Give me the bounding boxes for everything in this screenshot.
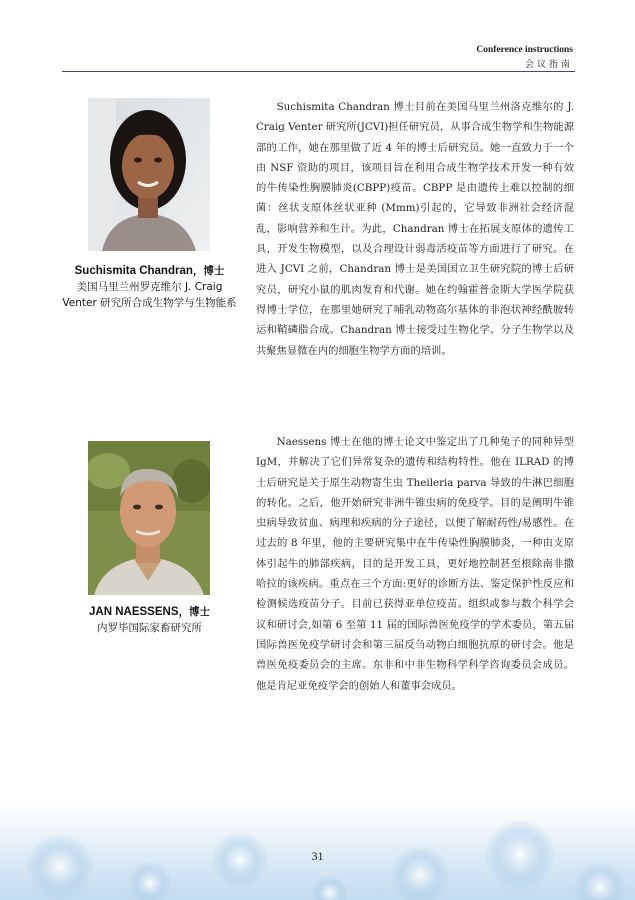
profile-name: JAN NAESSENS: [89, 606, 179, 618]
profile-bio-chandran: Suchismita Chandran 博士目前在美国马里兰州洛克维尔的 J. Craig Venter 研究所(JCVI)担任研究员，从事合成生物学和生物能源部的工作，她在那里做了近 4 年的博士后研究员。她一直致力于一个由 NSF 资助的项目，该项目旨在利用合成生物学技术开发一种有效的牛传染性胸膜肺炎(CBPP)疫苗。CBPP 是由遗传上难以控制的细菌：丝状支原体丝状亚种 (Mmm)引起的，它导致非洲社会经济混乱，影响营养和生计。为此，Chandran 博士在拓展支原体的遗传工具，开发生物模型，以及合理设计弱毒活疫苗等方面进行了研究。在进入 JCVI 之前，Chandran 博士是美国国立卫生研究院的博士后研究员，研究小鼠的肌肉发育和代谢。她在约翰霍普金斯大学医学院获得博士学位，在那里她研究了哺乳动物高尔基体的非泡状神经酰胺转运和鞘磷脂合成。Chandran 博士接受过生物化学、分子生物学以及共聚焦显微在内的细胞生物学方面的培训。: [256, 101, 574, 357]
profile-caption-chandran: [62, 263, 237, 311]
page-number: 31: [311, 849, 324, 863]
profile-degree: ，博士: [192, 265, 225, 277]
header-rule: [62, 71, 575, 72]
profile-affiliation: 内罗毕国际家畜研究所: [97, 622, 202, 634]
header-title-en: Conference instructions: [476, 45, 573, 55]
profile-affiliation: 美国马里兰州罗克维尔 J. Craig Venter 研究所合成生物学与生物能系: [62, 281, 237, 309]
profile-name: Suchismita Chandran: [74, 265, 193, 277]
profile-caption-naessens: [62, 604, 237, 636]
profile-degree: ，博士: [178, 606, 210, 618]
portrait-photo-woman-icon: [88, 98, 210, 251]
header-title-cn: 会议指南: [524, 60, 573, 70]
portrait-photo-man-icon: [88, 441, 210, 595]
profile-bio-naessens: Naessens 博士在他的博士论文中鉴定出了几种兔子的同种异型 IgM，并解决了它们异常复杂的遗传和结构特性。他在 ILRAD 的博士后研究是关于原生动物寄生虫 Theileria parva 导致的牛淋巴细胞的转化。之后，他开始研究非洲牛锥虫病的免疫学。目的是阐明牛锥虫病导致贫血、病理和疾病的分子途径，以便了解耐药性/易感性。在过去的 8 年里，他的主要研究集中在牛传染性胸膜肺炎，一种由支原体引起牛的肺部疾病，目的是开发工具，更好地控制甚至根除南非撒哈拉的该疾病。重点在三个方面:更好的诊断方法、鉴定保护性反应和检测候选疫苗分子。目前已获得亚单位疫苗。组织或参与数个科学会议和研讨会,如第 6 至第 11 届的国际兽医免疫学的学术委员，第五届国际兽医免疫学研讨会和第三届反刍动物白细胞抗原的研讨会。他是兽医免疫委员会的主席。东非和中非生物科学科学咨询委员会成员。他是肯尼亚免疫学会的创始人和董事会成员。: [256, 436, 574, 692]
